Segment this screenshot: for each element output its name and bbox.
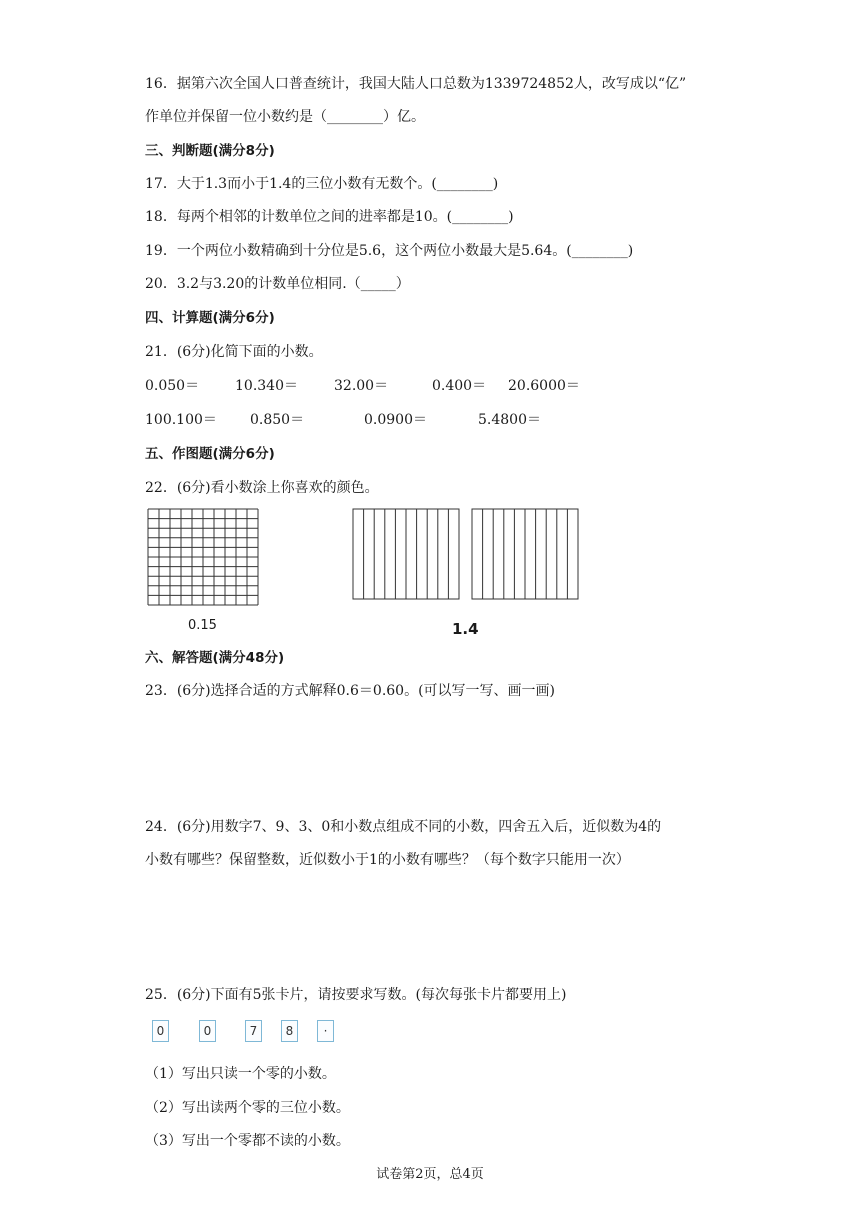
q25-sub2: （2）写出读两个零的三位小数。 (145, 1100, 350, 1116)
digit-card: 7 (245, 1020, 262, 1042)
hundred-grid-figure (147, 508, 259, 606)
strips-label: 1.4 (452, 620, 479, 638)
q16-line2: 作单位并保留一位小数约是（________）亿。 (145, 109, 425, 125)
digit-card: 0 (199, 1020, 216, 1042)
calc-item: 32.00＝ (334, 378, 389, 394)
digit-card: 8 (281, 1020, 298, 1042)
calc-item: 10.340＝ (235, 378, 298, 394)
q17: 17．大于1.3而小于1.4的三位小数有无数个。(________) (145, 176, 499, 192)
q25-sub1: （1）写出只读一个零的小数。 (145, 1066, 336, 1082)
calc-item: 20.6000＝ (508, 378, 580, 394)
grid-label: 0.15 (188, 618, 217, 633)
calc-item: 0.050＝ (145, 378, 200, 394)
q19: 19．一个两位小数精确到十分位是5.6，这个两位小数最大是5.64。(________) (145, 243, 634, 259)
calc-item: 0.0900＝ (364, 412, 427, 428)
q25-sub3: （3）写出一个零都不读的小数。 (145, 1133, 350, 1149)
q24-line1: 24．(6分)用数字7、9、3、0和小数点组成不同的小数，四舍五入后，近似数为4的 (145, 819, 662, 835)
q18: 18．每两个相邻的计数单位之间的进率都是10。(________) (145, 209, 514, 225)
digit-card: 0 (152, 1020, 169, 1042)
q25-prompt: 25．(6分)下面有5张卡片，请按要求写数。(每次每张卡片都要用上) (145, 987, 567, 1003)
calc-item: 0.850＝ (250, 412, 305, 428)
q21-prompt: 21．(6分)化简下面的小数。 (145, 344, 323, 360)
q23: 23．(6分)选择合适的方式解释0.6＝0.60。(可以写一写、画一画) (145, 683, 556, 699)
page-footer: 试卷第2页，总4页 (376, 1167, 484, 1182)
section-6-heading: 六、解答题(满分48分) (145, 650, 285, 666)
q22-prompt: 22．(6分)看小数涂上你喜欢的颜色。 (145, 480, 379, 496)
tenth-strips-figure (352, 508, 580, 600)
decimal-point-card: · (317, 1020, 334, 1042)
calc-item: 5.4800＝ (478, 412, 541, 428)
q16-line1: 16．据第六次全国人口普查统计，我国大陆人口总数为1339724852人，改写成以“亿” (145, 76, 687, 92)
q24-line2: 小数有哪些？保留整数，近似数小于1的小数有哪些？（每个数字只能用一次） (145, 852, 630, 868)
section-4-heading: 四、计算题(满分6分) (145, 310, 275, 326)
calc-item: 0.400＝ (432, 378, 487, 394)
calc-item: 100.100＝ (145, 412, 217, 428)
section-3-heading: 三、判断题(满分8分) (145, 143, 275, 159)
q20: 20．3.2与3.20的计数单位相同.（_____） (145, 276, 410, 292)
section-5-heading: 五、作图题(满分6分) (145, 446, 275, 462)
